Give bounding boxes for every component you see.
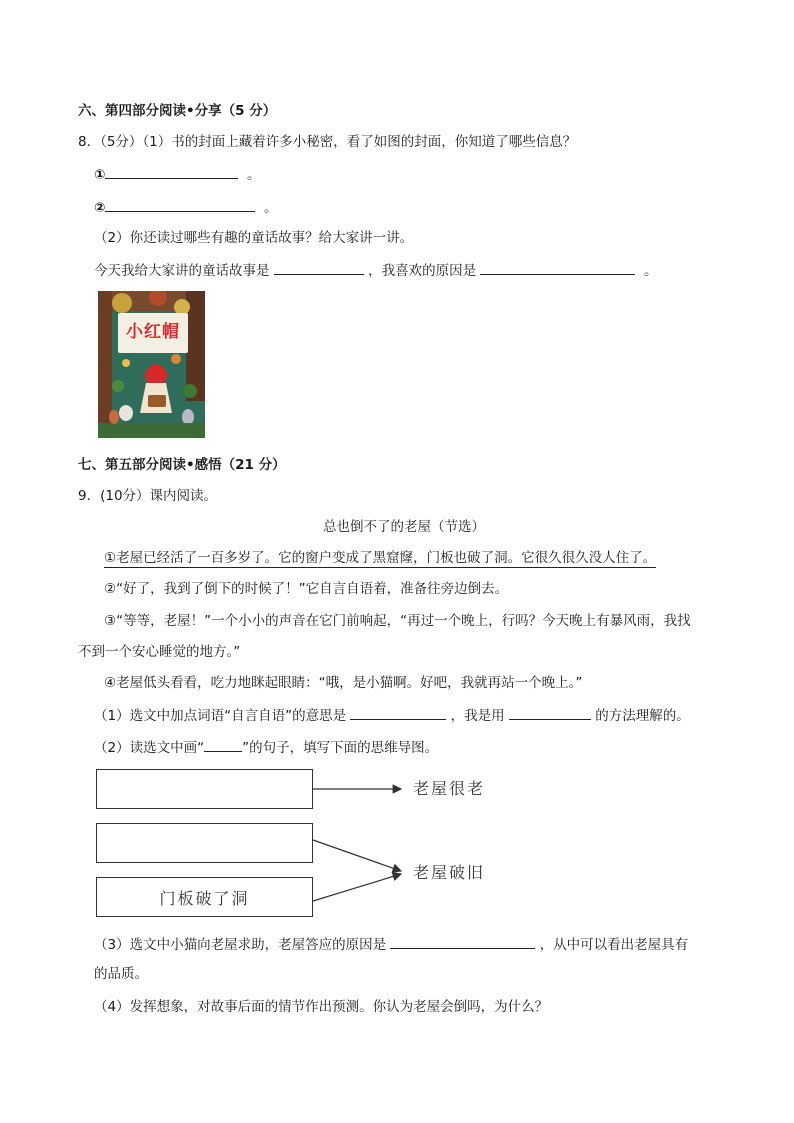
passage-paragraph-2: ②“好了，我到了倒下的时候了！”它自言自语着，准备往旁边倒去。: [104, 581, 509, 597]
sub-question-3-line2: 的品质。: [94, 966, 148, 982]
question9-prefix: 9．(10分）课内阅读。: [78, 488, 218, 504]
mindmap-box-3-text: 门板破了洞: [159, 888, 250, 908]
story-fill-text-a: 今天我给大家讲的童话故事是: [94, 263, 270, 279]
sub3-text-b: ，从中可以看出老屋具有: [539, 937, 689, 953]
section6-heading: 六、第四部分阅读•分享（5 分）: [78, 103, 277, 119]
sub1-text-c: 的方法理解的。: [595, 708, 690, 724]
item1-marker: ①: [94, 167, 106, 183]
book-cover-title: 小红帽: [126, 322, 180, 342]
passage-paragraph-4: ④老屋低头看看，吃力地眯起眼睛：“哦，是小猫啊。好吧，我就再站一个晚上。”: [104, 675, 583, 691]
sub1-text-a: （1）选文中加点词语“自言自语”的意思是: [94, 708, 347, 724]
arrow-box2-to-worn: [313, 840, 401, 871]
period-2: 。: [264, 200, 278, 216]
item2-marker: ②: [94, 200, 106, 216]
mindmap-label-worn: 老屋破旧: [413, 863, 486, 882]
period-1: 。: [247, 167, 261, 183]
arrow-box3-to-worn: [313, 874, 401, 901]
question8-number: 8．（5分）: [78, 134, 143, 150]
story-fill-text-b: ，我喜欢的原因是: [368, 263, 477, 279]
sub3-text-a: （3）选文中小猫向老屋求助，老屋答应的原因是: [94, 937, 387, 953]
passage-paragraph-3-line2: 不到一个安心睡觉的地方。”: [78, 644, 241, 660]
sub2-text-a: （2）读选文中画“: [94, 740, 205, 756]
underlined-sentence: ①老屋已经活了一百多岁了。它的窗户变成了黑窟窿，门板也破了洞。它很久很久没人住了。: [104, 550, 657, 566]
question8-part2: （2）你还读过哪些有趣的童话故事？给大家讲一讲。: [94, 230, 414, 246]
question8-part1: （1）书的封面上藏着许多小秘密，看了如图的封面，你知道了哪些信息？: [142, 134, 577, 150]
section7-heading: 七、第五部分阅读•感悟（21 分）: [78, 457, 286, 473]
passage-title: 总也倒不了的老屋（节选）: [323, 519, 485, 535]
passage-paragraph-3-line1: ③“等等，老屋！”一个小小的声音在它门前响起，“再过一个晚上，行吗？今天晚上有暴风雨，我找: [104, 613, 691, 629]
mindmap-label-old: 老屋很老: [413, 779, 486, 798]
sub-question-3: [94, 934, 688, 954]
reason-help-blank[interactable]: [390, 934, 535, 949]
sub-question-4: （4）发挥想象，对故事后面的情节作出预测。你认为老屋会倒吗，为什么？: [94, 999, 549, 1015]
sub1-text-b: ，我是用: [450, 708, 505, 724]
sub2-text-b: ”的句子，填写下面的思维导图。: [242, 740, 439, 756]
story-fill-text-c: 。: [643, 263, 658, 279]
